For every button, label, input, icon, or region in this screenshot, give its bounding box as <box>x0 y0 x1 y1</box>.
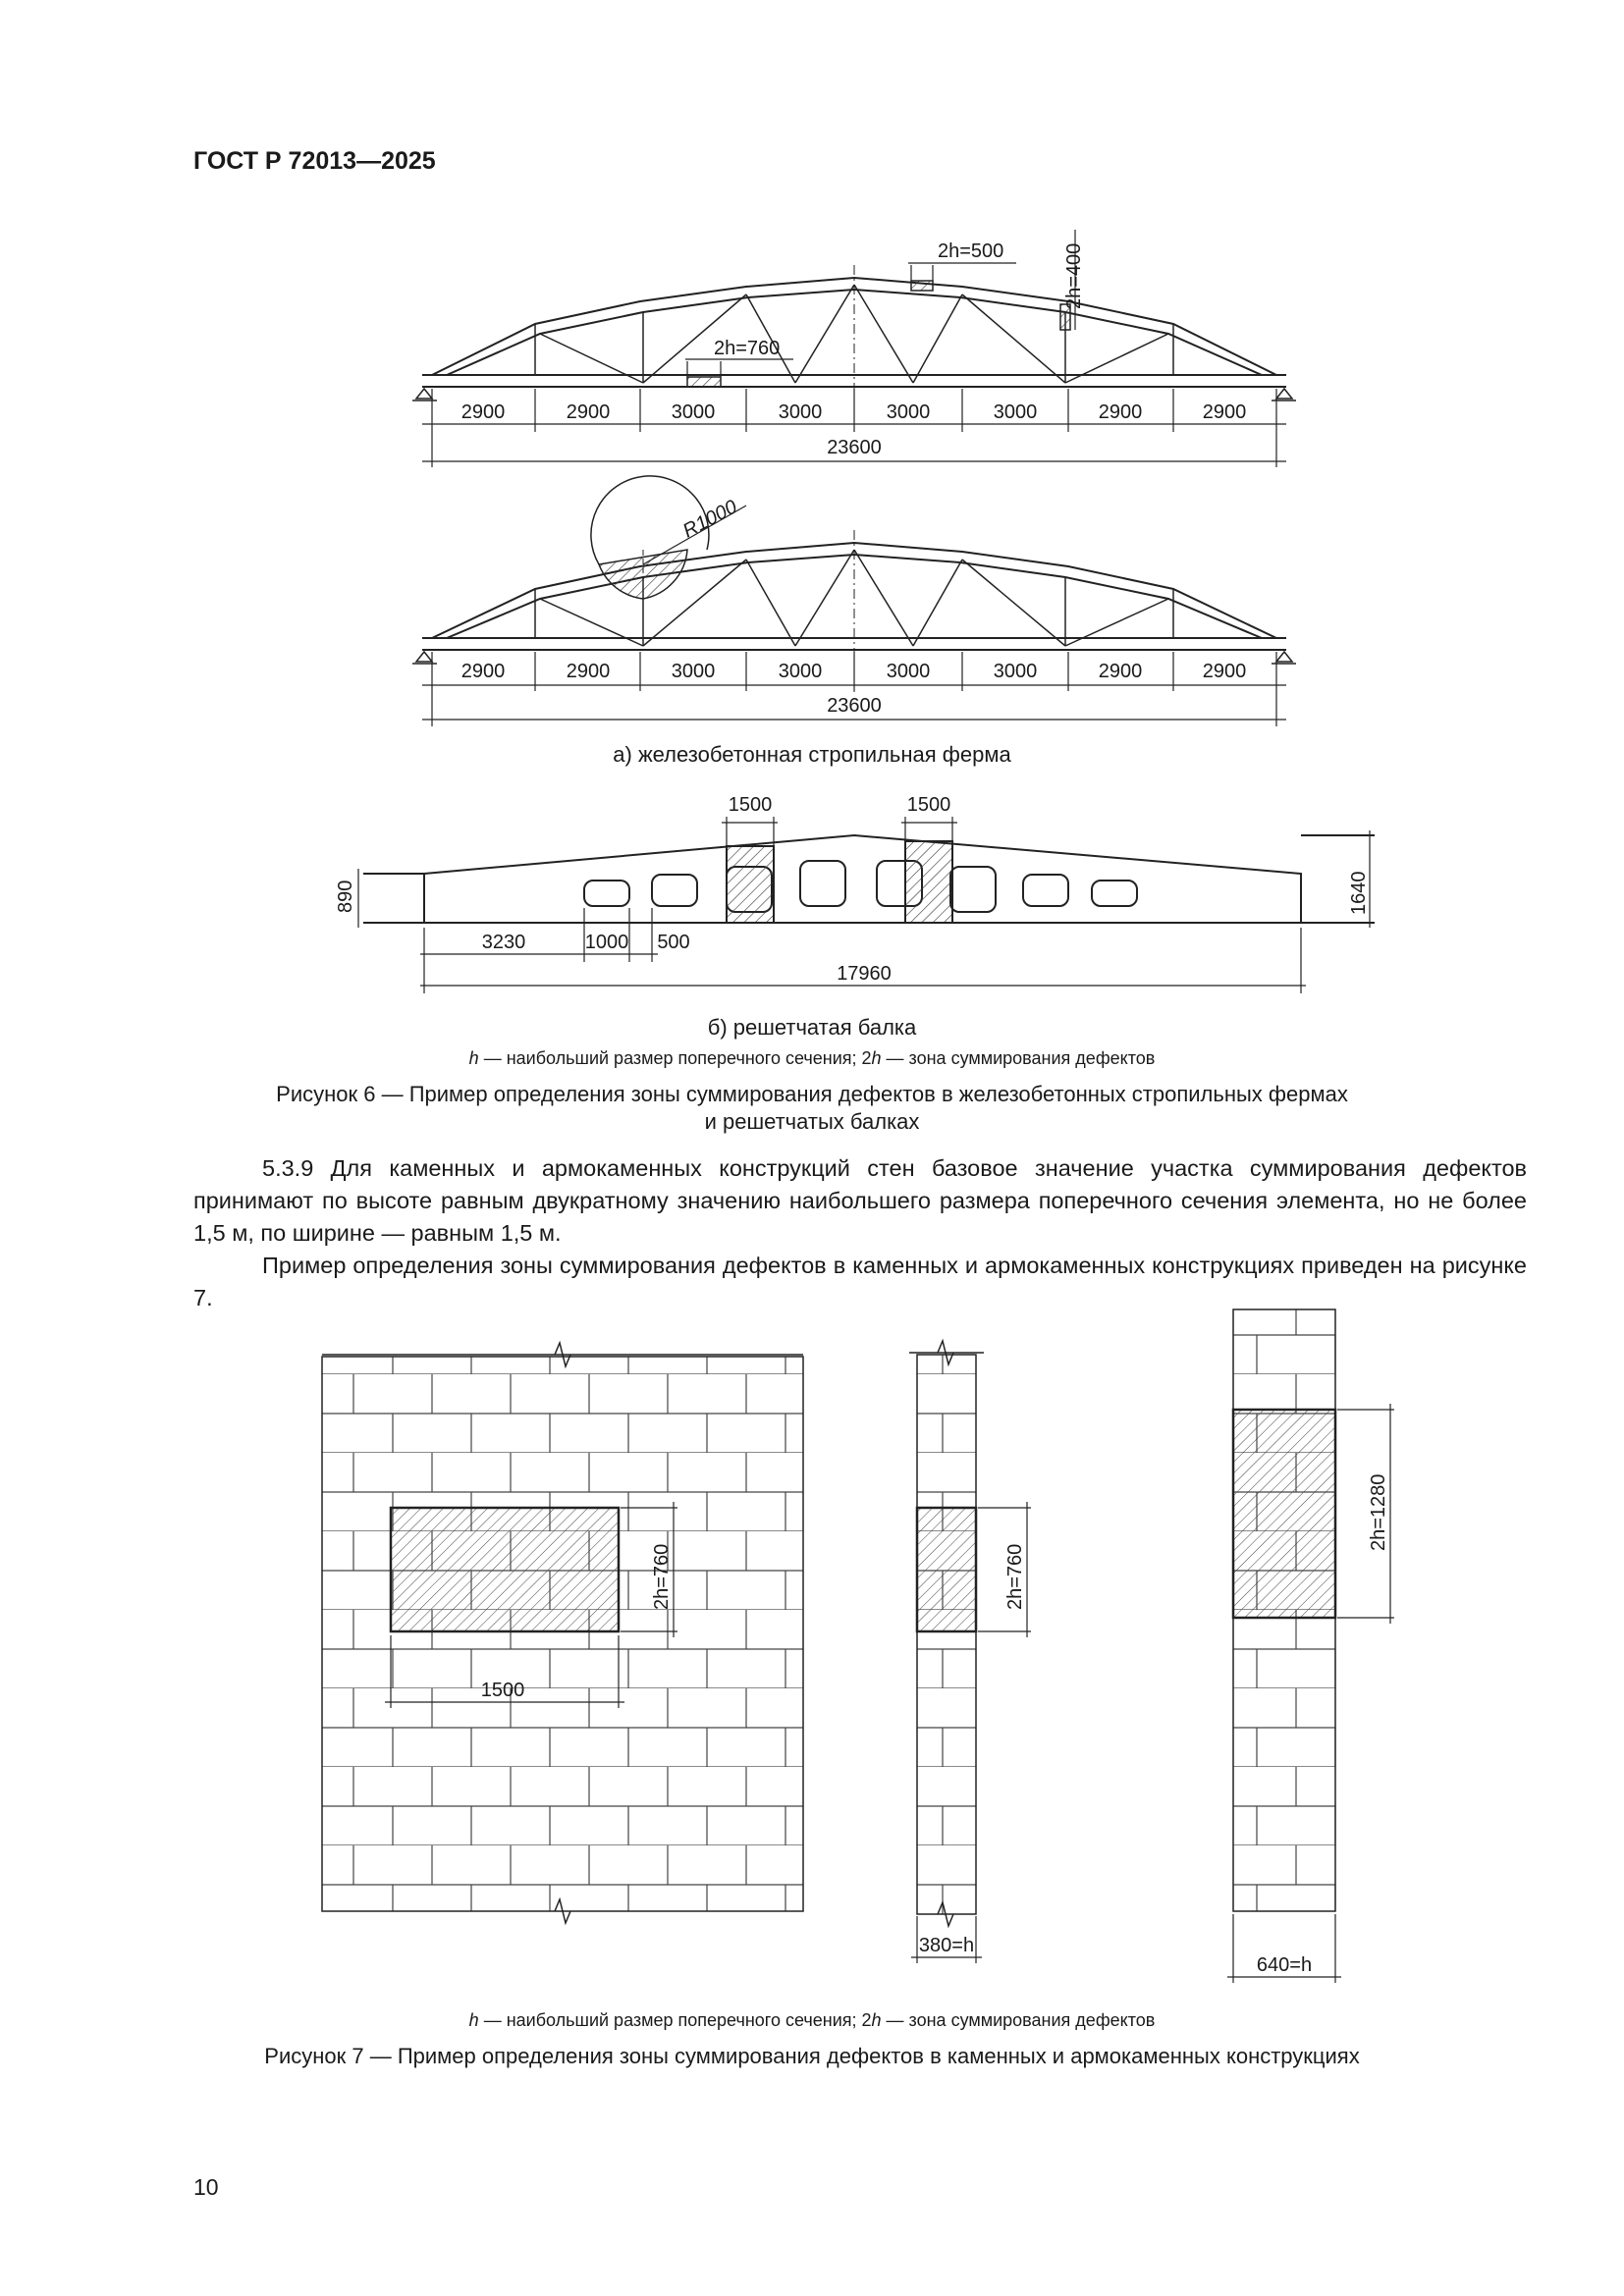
a2-span-4: 3000 <box>778 661 823 682</box>
figure-7-drawing <box>0 1296 1624 2002</box>
a1-total-span: 23600 <box>827 437 882 458</box>
beam-zone-right <box>905 841 952 923</box>
paragraph-example: Пример определения зоны суммирования дефектов в каменных и армокаменных конструкциях приведен на рисунке 7. <box>193 1253 1527 1310</box>
caption-b: б) решетчатая балка <box>707 1015 917 1040</box>
radius-zone <box>599 550 687 599</box>
beam-height-right: 1640 <box>1348 871 1370 915</box>
paragraph-5-3-9: 5.3.9 Для каменных и армокаменных конструкций стен базовое значение участка суммирования дефектов принимают по высоте равным двукратному значению наибольшего размера поперечного сечения элемента, но не более 1,5 м, по ширине — равным 1,5 м. <box>193 1155 1527 1246</box>
page-number: 10 <box>193 2174 219 2200</box>
pier-2-zone-height: 2h=1280 <box>1368 1473 1389 1551</box>
a1-span-4: 3000 <box>778 401 823 423</box>
zone-bottom-chord <box>687 377 721 387</box>
beam-dim-3: 500 <box>657 932 690 953</box>
zone-top-chord <box>911 281 933 291</box>
zone-bottom-label: 2h=760 <box>714 338 781 359</box>
document-header: ГОСТ Р 72013—2025 <box>193 147 436 175</box>
a1-span-5: 3000 <box>886 401 931 423</box>
a2-span-8: 2900 <box>1202 661 1247 682</box>
beam-zone-right-label: 1500 <box>906 794 951 816</box>
figure-6-note: h — наибольший размер поперечного сечения; 2h — зона суммирования дефектов <box>468 1048 1156 1068</box>
a2-span-5: 3000 <box>886 661 931 682</box>
a2-total-span: 23600 <box>827 695 882 717</box>
beam-zone-left <box>727 846 774 923</box>
pier-1-defect-zone <box>917 1508 976 1631</box>
radius-label: R1000 <box>679 496 741 543</box>
beam-height-left: 890 <box>335 880 356 913</box>
figure-6-title-line-2: и решетчатых балках <box>704 1109 920 1134</box>
beam-dim-1: 3230 <box>481 932 526 953</box>
zone-top-label: 2h=500 <box>938 240 1004 262</box>
a2-span-1: 2900 <box>460 661 506 682</box>
a2-span-7: 2900 <box>1098 661 1143 682</box>
figure-7-title: Рисунок 7 — Пример определения зоны суммирования дефектов в каменных и армокаменных конструкциях <box>264 2044 1360 2068</box>
lattice-beam <box>363 835 1375 923</box>
a1-span-3: 3000 <box>671 401 716 423</box>
caption-a: а) железобетонная стропильная ферма <box>613 742 1011 767</box>
a1-span-1: 2900 <box>460 401 506 423</box>
beam-total: 17960 <box>837 963 892 985</box>
a2-span-6: 3000 <box>993 661 1038 682</box>
body-text <box>193 1152 1527 1314</box>
pier-1-zone-height: 2h=760 <box>1004 1543 1026 1610</box>
pier-2-defect-zone <box>1233 1410 1335 1618</box>
figure-7-note: h — наибольший размер поперечного сечения; 2h — зона суммирования дефектов <box>468 2010 1156 2030</box>
pier-2-width: 640=h <box>1256 1954 1313 1976</box>
a2-span-2: 2900 <box>566 661 611 682</box>
beam-zone-left-label: 1500 <box>728 794 773 816</box>
a2-span-3: 3000 <box>671 661 716 682</box>
beam-dim-2: 1000 <box>584 932 629 953</box>
brick-pier-1 <box>909 1341 984 1926</box>
a1-span-6: 3000 <box>993 401 1038 423</box>
figure-6-title-line-1: Рисунок 6 — Пример определения зоны суммирования дефектов в железобетонных стропильных фермах <box>276 1082 1348 1106</box>
wall-defect-zone <box>391 1508 619 1631</box>
a1-span-2: 2900 <box>566 401 611 423</box>
a1-span-7: 2900 <box>1098 401 1143 423</box>
brick-wall <box>322 1343 803 1923</box>
a1-span-8: 2900 <box>1202 401 1247 423</box>
pier-1-width: 380=h <box>918 1935 975 1956</box>
zone-vertical-label: 2h=400 <box>1063 242 1085 309</box>
figure-6-drawing <box>0 0 1624 1080</box>
wall-zone-width: 1500 <box>480 1680 525 1701</box>
wall-zone-height: 2h=760 <box>651 1543 673 1610</box>
